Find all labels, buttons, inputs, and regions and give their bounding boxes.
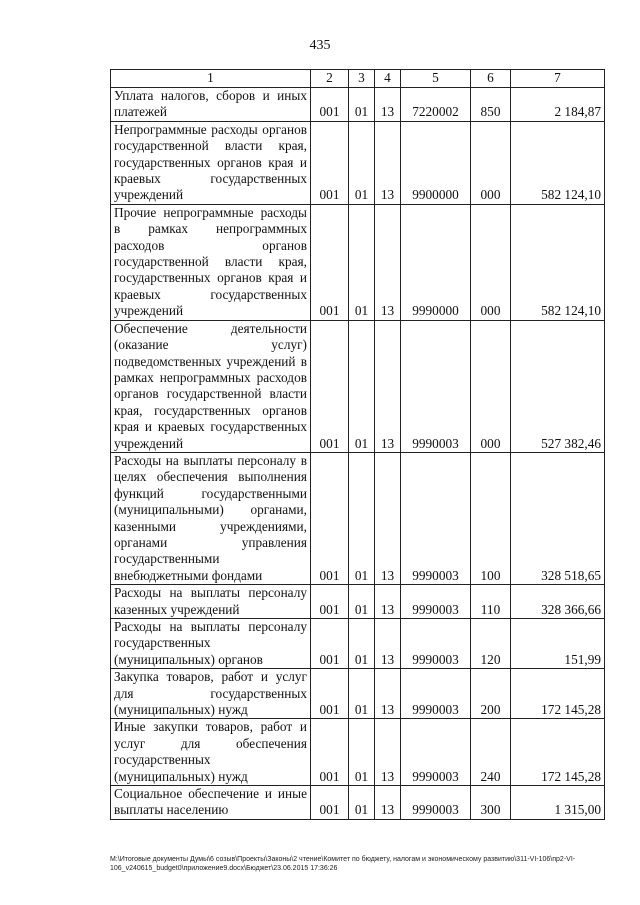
ministry-code: 001 (311, 452, 349, 584)
expense-type-code: 000 (471, 121, 511, 204)
amount: 527 382,46 (511, 320, 605, 452)
section-code: 01 (349, 585, 375, 619)
target-item-code: 9990003 (401, 719, 471, 786)
target-item-code: 9990000 (401, 204, 471, 320)
expense-type-code: 200 (471, 669, 511, 719)
subsection-code: 13 (375, 121, 401, 204)
column-header: 3 (349, 70, 375, 88)
amount: 328 518,65 (511, 452, 605, 584)
section-code: 01 (349, 619, 375, 669)
section-code: 01 (349, 320, 375, 452)
section-code: 01 (349, 121, 375, 204)
amount: 1 315,00 (511, 786, 605, 820)
ministry-code: 001 (311, 619, 349, 669)
section-code: 01 (349, 88, 375, 122)
page-number: 435 (309, 38, 331, 53)
amount: 172 145,28 (511, 719, 605, 786)
expense-name: Закупка товаров, работ и услуг для государственных (муниципальных) нужд (111, 669, 311, 719)
budget-table (110, 69, 605, 820)
expense-name: Расходы на выплаты персоналу государственных (муниципальных) органов (111, 619, 311, 669)
expense-name: Непрограммные расходы органов государственной власти края, государственных органов края и краевых государственных учреждений (111, 121, 311, 204)
subsection-code: 13 (375, 585, 401, 619)
target-item-code: 9990003 (401, 619, 471, 669)
expense-name: Иные закупки товаров, работ и услуг для обеспечения государственных (муниципальных) нужд (111, 719, 311, 786)
expense-type-code: 000 (471, 320, 511, 452)
table-row (111, 121, 605, 204)
subsection-code: 13 (375, 88, 401, 122)
section-code: 01 (349, 719, 375, 786)
expense-type-code: 850 (471, 88, 511, 122)
ministry-code: 001 (311, 121, 349, 204)
expense-type-code: 110 (471, 585, 511, 619)
table-row (111, 719, 605, 786)
table-row (111, 204, 605, 320)
subsection-code: 13 (375, 786, 401, 820)
target-item-code: 9900000 (401, 121, 471, 204)
target-item-code: 7220002 (401, 88, 471, 122)
table-row (111, 669, 605, 719)
section-code: 01 (349, 204, 375, 320)
section-code: 01 (349, 786, 375, 820)
amount: 582 124,10 (511, 204, 605, 320)
column-header: 2 (311, 70, 349, 88)
ministry-code: 001 (311, 786, 349, 820)
ministry-code: 001 (311, 719, 349, 786)
expense-name: Уплата налогов, сборов и иных платежей (111, 88, 311, 122)
table-row (111, 452, 605, 584)
column-header: 1 (111, 70, 311, 88)
ministry-code: 001 (311, 204, 349, 320)
subsection-code: 13 (375, 204, 401, 320)
column-header: 4 (375, 70, 401, 88)
target-item-code: 9990003 (401, 669, 471, 719)
subsection-code: 13 (375, 619, 401, 669)
subsection-code: 13 (375, 669, 401, 719)
section-code: 01 (349, 669, 375, 719)
table-row (111, 619, 605, 669)
header-row (111, 70, 605, 88)
amount: 328 366,66 (511, 585, 605, 619)
target-item-code: 9990003 (401, 452, 471, 584)
target-item-code: 9990003 (401, 786, 471, 820)
column-header: 5 (401, 70, 471, 88)
ministry-code: 001 (311, 320, 349, 452)
ministry-code: 001 (311, 669, 349, 719)
expense-type-code: 000 (471, 204, 511, 320)
table-row (111, 320, 605, 452)
table-row (111, 585, 605, 619)
amount: 172 145,28 (511, 669, 605, 719)
expense-name: Расходы на выплаты персоналу в целях обеспечения выполнения функций государственными (муниципальными) органами, казенными учреждениями, органами управления государственными внебюджетными фондами (111, 452, 311, 584)
expense-name: Расходы на выплаты персоналу казенных учреждений (111, 585, 311, 619)
table-row (111, 88, 605, 122)
expense-type-code: 240 (471, 719, 511, 786)
column-header: 6 (471, 70, 511, 88)
expense-name: Обеспечение деятельности (оказание услуг) подведомственных учреждений в рамках непрограммных расходов органов государственной власти края, государственных органов края и краевых государственных учреждений (111, 320, 311, 452)
ministry-code: 001 (311, 585, 349, 619)
expense-name: Социальное обеспечение и иные выплаты населению (111, 786, 311, 820)
section-code: 01 (349, 452, 375, 584)
subsection-code: 13 (375, 320, 401, 452)
expense-type-code: 300 (471, 786, 511, 820)
target-item-code: 9990003 (401, 320, 471, 452)
expense-type-code: 120 (471, 619, 511, 669)
amount: 582 124,10 (511, 121, 605, 204)
amount: 2 184,87 (511, 88, 605, 122)
ministry-code: 001 (311, 88, 349, 122)
file-path-footer: М:\Итоговые документы Думы\6 созыв\Проекты\Законы\2 чтение\Комитет по бюджету, налогам и экономическому развитию\311-VI-106\пр2-VI-106_v240615_budget0\приложение9.docx\Бюджет\23.06.2015 17:36:26 (110, 856, 576, 872)
subsection-code: 13 (375, 719, 401, 786)
column-header: 7 (511, 70, 605, 88)
subsection-code: 13 (375, 452, 401, 584)
amount: 151,99 (511, 619, 605, 669)
target-item-code: 9990003 (401, 585, 471, 619)
expense-type-code: 100 (471, 452, 511, 584)
table-row (111, 786, 605, 820)
expense-name: Прочие непрограммные расходы в рамках непрограммных расходов органов государственной власти края, государственных органов края и краевых государственных учреждений (111, 204, 311, 320)
